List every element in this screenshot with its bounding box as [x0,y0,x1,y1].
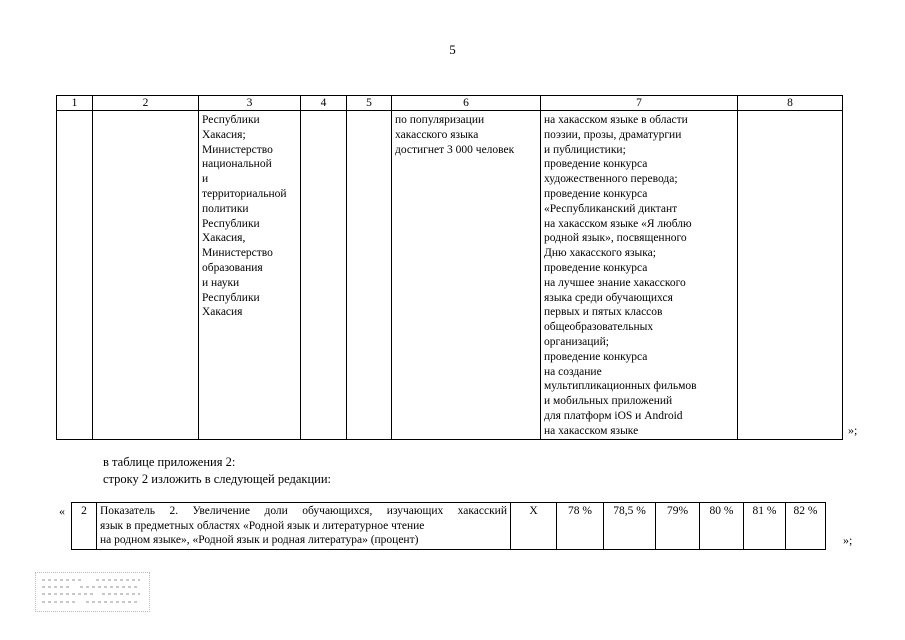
cell-col-4 [301,111,347,440]
row-number-cell: 2 [72,503,97,550]
column-header-7: 7 [541,96,738,111]
cell-col-2 [93,111,199,440]
column-header-8: 8 [738,96,843,111]
indicator-cell: Показатель 2. Увеличение доли обучающихся, изучающих хакасский язык в предметных областях «Родной язык и литературное чтение на родном языке», «Родной язык и родная литература» (процент) [97,503,511,550]
cell-responsible-executors: Республики Хакасия; Министерство национальной и территориальной политики Республики Хакасия, Министерство образования и науки Республики Хакасия [199,111,301,440]
value-cell: 79% [656,503,700,550]
value-cell: 82 % [786,503,826,550]
table-row [72,503,826,550]
value-cell: 78,5 % [604,503,656,550]
table-row [57,111,843,440]
closing-quote-table1: »; [848,423,858,437]
column-header-6: 6 [392,96,541,111]
opening-quote-table2: « [59,504,65,518]
closing-quote-table2: »; [843,533,853,547]
column-header-3: 3 [199,96,301,111]
replacement-row-table [71,502,826,550]
column-header-2: 2 [93,96,199,111]
cell-col-5 [347,111,392,440]
instruction-line-1: в таблице приложения 2: [103,455,236,469]
instruction-line-2: строку 2 изложить в следующей редакции: [103,472,332,486]
value-cell: 81 % [744,503,786,550]
value-cell: 78 % [557,503,604,550]
base-value-cell: X [511,503,557,550]
column-header-5: 5 [347,96,392,111]
column-header-4: 4 [301,96,347,111]
continuation-table [56,95,843,440]
column-header-1: 1 [57,96,93,111]
faint-stamp-mark [35,572,150,612]
page-number: 5 [449,42,456,57]
cell-col-8 [738,111,843,440]
table-header-row [57,96,843,111]
cell-col-1 [57,111,93,440]
value-cell: 80 % [700,503,744,550]
cell-activities: на хакасском языке в области поэзии, прозы, драматургии и публицистики; проведение конкурса художественного перевода; проведение конкурса «Республиканский диктант на хакасском языке «Я люблю родной язык», посвященного Дню хакасского языка; проведение конкурса на лучшее знание хакасского языка среди обучающихся первых и пятых классов общеобразовательных организаций; проведение конкурса на создание мультипликационных фильмов и мобильных приложений для платформ iOS и Android на хакасском языке [541,111,738,440]
cell-expected-result: по популяризации хакасского языка достигнет 3 000 человек [392,111,541,440]
